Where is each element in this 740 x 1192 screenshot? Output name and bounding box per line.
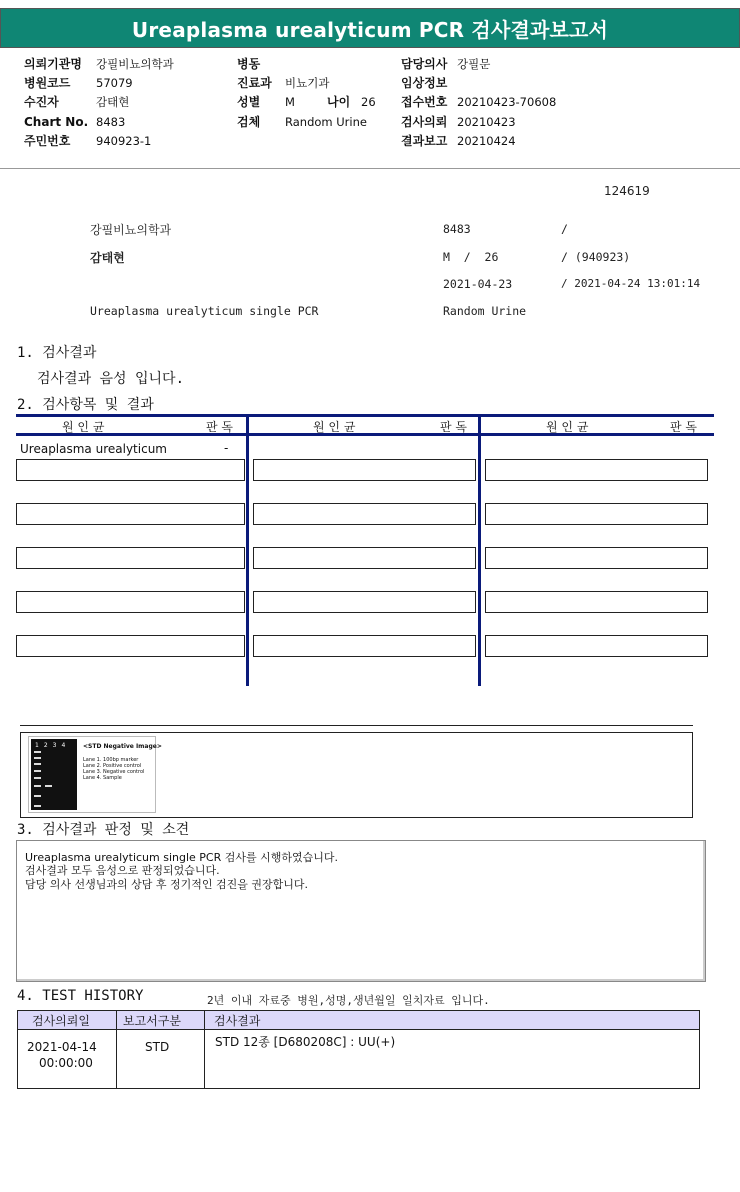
history-header-date: 검사의뢰일 [32, 1014, 90, 1028]
col-pathogen-1: 원 인 균 [62, 420, 105, 434]
empty-cell [253, 547, 476, 569]
history-header-row [17, 1010, 700, 1030]
empty-cell [485, 459, 708, 481]
empty-cell [253, 459, 476, 481]
history-type: STD [145, 1040, 170, 1054]
info-clinic: 강필비뇨의학과 [90, 223, 172, 237]
header-specimen: 검체 Random Urine [237, 115, 367, 129]
col-judgment-1: 판 독 [206, 420, 233, 434]
section1-title: 1. 검사결과 [17, 345, 97, 361]
empty-cell [16, 503, 245, 525]
empty-cell [16, 635, 245, 657]
col-pathogen-2: 원 인 균 [313, 420, 356, 434]
row1-pathogen: Ureaplasma urealyticum [20, 442, 167, 456]
header-ward: 병동 [237, 57, 261, 71]
opinion-box [16, 840, 706, 982]
info-specimen: Random Urine [443, 304, 527, 318]
opinion-line-1: Ureaplasma urealyticum single PCR 검사를 시행하였습니다. [25, 851, 338, 864]
opinion-line-2: 검사결과 모두 음성으로 판정되었습니다. [25, 864, 220, 877]
col-pathogen-3: 원 인 균 [546, 420, 589, 434]
row1-result: - [224, 441, 229, 455]
empty-cell [16, 459, 245, 481]
history-col-divider [116, 1010, 117, 1089]
empty-cell [253, 591, 476, 613]
header-clinic: 의뢰기관명 강필비뇨의학과 [24, 57, 174, 71]
header-request-date: 검사의뢰 20210423 [401, 115, 516, 129]
history-note: 2년 이내 자료중 병원,성명,생년월일 일치자료 입니다. [207, 994, 490, 1007]
table-divider-2 [478, 414, 481, 686]
section1-text: 검사결과 음성 입니다. [37, 371, 185, 387]
header-clinical-info: 임상정보 [401, 76, 448, 90]
header-doctor: 담당의사 강필문 [401, 57, 491, 71]
history-header-type: 보고서구분 [123, 1014, 181, 1028]
info-chart: 8483 [443, 222, 471, 236]
report-title-bar [0, 8, 740, 48]
section4-title: 4. TEST HISTORY [17, 988, 144, 1004]
header-patient: 수진자 감태현 [24, 95, 130, 109]
empty-cell [485, 503, 708, 525]
history-time: 00:00:00 [39, 1056, 93, 1070]
info-code: 124619 [604, 184, 650, 198]
info-name: 감태현 [90, 251, 125, 265]
empty-cell [485, 547, 708, 569]
col-judgment-3: 판 독 [670, 420, 697, 434]
table-header-border [16, 433, 714, 436]
table-divider-1 [246, 414, 249, 686]
empty-cell [485, 635, 708, 657]
header-sex: 성별 M [237, 95, 295, 109]
info-test-name: Ureaplasma urealyticum single PCR [90, 304, 319, 318]
gel-title: <STD Negative Image> [83, 743, 162, 750]
empty-cell [16, 591, 245, 613]
empty-cell [485, 591, 708, 613]
header-report-date: 결과보고 20210424 [401, 134, 516, 148]
section3-title: 3. 검사결과 판정 및 소견 [17, 822, 190, 838]
gel-lane-4: Lane 4. Sample [83, 775, 122, 781]
section2-title: 2. 검사항목 및 결과 [17, 397, 154, 413]
col-judgment-2: 판 독 [440, 420, 467, 434]
header-chart-no: Chart No. 8483 [24, 115, 126, 129]
header-separator [0, 168, 740, 169]
header-age: 나이 26 [327, 95, 376, 109]
header-hospital-code: 병원코드 57079 [24, 76, 133, 90]
gel-lane-1: Lane 1. 100bp marker [83, 757, 139, 763]
history-header-result: 검사결과 [214, 1014, 261, 1028]
info-date2: / 2021-04-24 13:01:14 [561, 277, 701, 290]
info-sex-age: M / 26 [443, 250, 499, 264]
empty-cell [16, 547, 245, 569]
gel-image [28, 736, 162, 813]
image-top-rule [20, 725, 693, 726]
empty-cell [253, 635, 476, 657]
table-top-border [16, 414, 714, 417]
info-date1: 2021-04-23 [443, 277, 513, 291]
info-birth: / (940923) [561, 250, 631, 264]
header-department: 진료과 비뇨기과 [237, 76, 330, 90]
opinion-line-3: 담당 의사 선생님과의 상담 후 정기적인 검진을 권장합니다. [25, 878, 308, 891]
history-result: STD 12종 [D680208C] : UU(+) [215, 1035, 396, 1049]
history-col-divider [204, 1010, 205, 1089]
gel-electrophoresis-picture: 1234 [31, 739, 77, 810]
header-receipt-no: 접수번호 20210423-70608 [401, 95, 557, 109]
report-title: Ureaplasma urealyticum PCR 검사결과보고서 [131, 17, 609, 42]
gel-lane-2: Lane 2. Positive control [83, 763, 142, 769]
history-date: 2021-04-14 [27, 1040, 97, 1054]
info-slash: / [561, 222, 568, 236]
empty-cell [253, 503, 476, 525]
gel-lane-3: Lane 3. Negative control [83, 769, 145, 775]
header-resident-no: 주민번호 940923-1 [24, 134, 152, 148]
